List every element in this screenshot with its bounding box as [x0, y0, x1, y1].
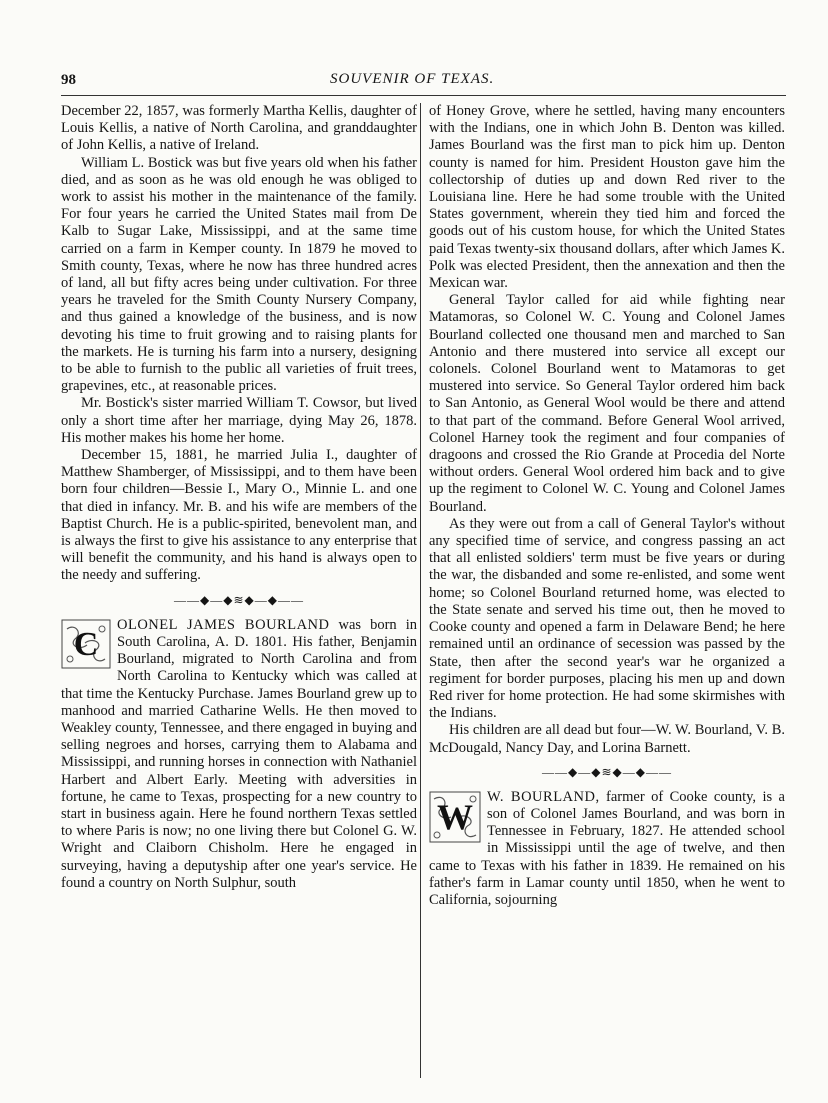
decorative-dropcap-icon — [61, 619, 111, 669]
paragraph: December 22, 1857, was formerly Martha Kellis, daughter of Louis Kellis, a native of North Carolina, and granddaughter of John Kellis, a native of Ireland. — [61, 103, 417, 154]
biography-text: was born in South Carolina, A. D. 1801. His father, Benjamin Bourland, migrated to North Carolina and from North Carolina to Kentucky which was called at that time the Kentucky Purchase. James Bourland grew up to manhood and married Catharine Wells. He then moved to Weakley county, Tennessee, and there engaged in buying and selling negroes and horses, carrying them to Alabama and Mississippi, and running horses in connection with Nathaniel Harbert and Albert Early. Meeting with adversities in fortune, he came to Texas, prospecting for a new country to start in business again. Here he found northern Texas settled to where Paris is now; no one living there but Colonel G. W. Wright and Claiborn Chisholm. Here he engaged in surveying, having a deputyship after one year's service. He found a country on North Sulphur, south — [61, 616, 417, 891]
paragraph: His children are all dead but four—W. W. Bourland, V. B. McDougald, Nancy Day, and Lorina Barnett. — [429, 722, 785, 756]
biography-name: OLONEL JAMES BOURLAND — [117, 616, 330, 633]
header-rule — [61, 95, 786, 96]
paragraph: General Taylor called for aid while fighting near Matamoras, so Colonel W. C. Young and Colonel James Bourland collected one thousand men and marched to San Antonio and there mustered into service all except our colonels. Colonel Bourland went to Matamoras to get mustered into service. So General Taylor ordered him back to San Antonio, as General Wool would be there and attend to that part of the command. Before General Wool arrived, Colonel Harney took the regiment and four companies of dragoons and crossed the Rio Grande at Procedia del Norte without orders. General Wool ordered him back and to give up the regiment to Colonel W. C. Young and Colonel James Bourland. — [429, 292, 785, 515]
biography-paragraph — [429, 789, 785, 909]
column-divider — [420, 103, 421, 1078]
dropcap-letter: C — [73, 625, 99, 663]
dropcap-letter: W — [437, 796, 473, 837]
left-column — [61, 103, 417, 1078]
running-head: SOUVENIR OF TEXAS. — [330, 71, 495, 87]
biography-text: farmer of Cooke county, is a son of Colonel James Bourland, and was born in Tennessee in February, 1827. He attended school in Mississippi until the age of twelve, and then came to Texas with his father in 1839. He remained on his father's farm in Lamar county until 1850, when he went to California, sojourning — [429, 788, 785, 908]
decorative-dropcap-icon — [429, 791, 481, 843]
paragraph: Mr. Bostick's sister married William T. Cowsor, but lived only a short time after her marriage, dying May 26, 1878. His mother makes his home her home. — [61, 395, 417, 446]
right-column — [429, 103, 785, 1078]
paragraph: As they were out from a call of General Taylor's without any specified time of service, and congress passing an act that all enlisted soldiers' term must be five years or during the war, the disbanded and some re-enlisted, and some went home; so Colonel Bourland returned home, was elected to the State senate and served his time out, then he moved to Cooke county and opened a farm in Delaware Bend; he here remained until an ordinance of secession was passed by the State, then after the second year's war he organized a regiment for border purposes, placing his men up and down Red river for home protection. He had some skirmishes with the Indians. — [429, 515, 785, 722]
biography-paragraph — [61, 617, 417, 892]
biography-name: W. BOURLAND, — [487, 788, 600, 805]
section-ornament: ——◆—◆≋◆—◆—— — [174, 592, 304, 607]
page-number: 98 — [61, 72, 76, 88]
paragraph: of Honey Grove, where he settled, having many encounters with the Indians, one in which John B. Denton was killed. James Bourland was the first man to pick him up. Denton county is named for him. President Houston gave him the collectorship of duties up and down Red river to the Louisiana line. Here he had some trouble with the United States government, wherein they tied him and forced the goods out of his custom house, for which the United States paid Texas twenty-six thousand dollars, after which James K. Polk was elected President, then the annexation and then the Mexican war. — [429, 103, 785, 292]
section-ornament: ——◆—◆≋◆—◆—— — [542, 764, 672, 779]
paragraph: December 15, 1881, he married Julia I., daughter of Matthew Shamberger, of Mississippi, and to them have been born four children—Bessie I., Mary O., Minnie L. and one that died in infancy. Mr. B. and his wife are members of the Baptist Church. He is a public-spirited, benevolent man, and is always the first to give his assistance to any enterprise that will benefit the community, and his hand is always open to the needy and suffering. — [61, 447, 417, 584]
paragraph: William L. Bostick was but five years old when his father died, and as soon as he was old enough he was obliged to work to assist his mother in the maintenance of the family. For four years he carried the United States mail from De Kalb to Sugar Lake, Mississippi, and at the same time carried on a farm in Kemper county. In 1879 he moved to Smith county, Texas, where he now has three hundred acres of land, all but fifty acres being under cultivation. For three years he traveled for the Smith County Nursery Company, and thus gained a knowledge of the business, and is now devoting his time to fruit growing and to raising plants for the markets. He is turning his farm into a nursery, designing to be able to furnish to the public all varieties of fruit trees, grapevines, etc., at reasonable prices. — [61, 154, 417, 395]
